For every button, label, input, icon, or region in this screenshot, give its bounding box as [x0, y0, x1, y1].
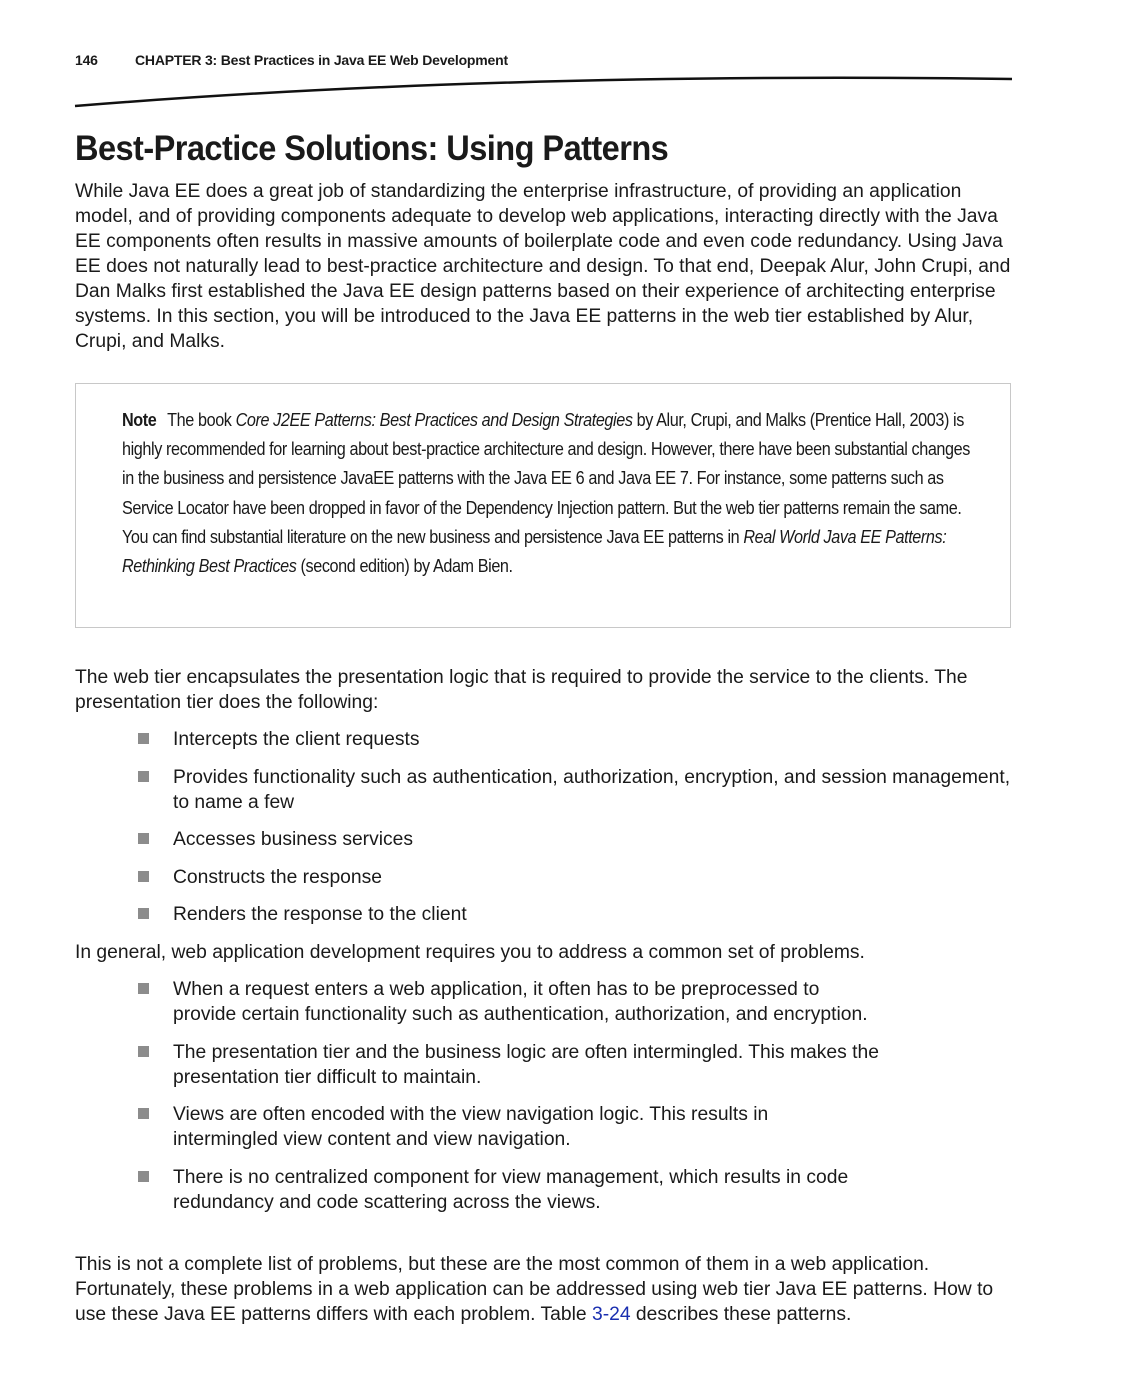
list-item: Provides functionality such as authentication, authorization, encryption, and session management, to name a few	[75, 765, 1020, 815]
square-bullet-icon	[138, 1171, 149, 1182]
problems-list	[75, 977, 1020, 1227]
square-bullet-icon	[138, 1108, 149, 1119]
web-tier-paragraph: The web tier encapsulates the presentation logic that is required to provide the service to the clients. The presentation tier does the following:	[75, 667, 968, 713]
intro-paragraph: While Java EE does a great job of standardizing the enterprise infrastructure, of providing an application model, and of providing components adequate to develop web applications, interacting directly with the Java EE components often results in massive amounts of boilerplate code and even code redundancy. Using Java EE does not naturally lead to best-practice architecture and design. To that end, Deepak Alur, John Crupi, and Dan Malks first established the Java EE design patterns based on their experience of architecting enterprise systems. In this section, you will be introduced to the Java EE patterns in the web tier established by Alur, Crupi, and Malks.	[75, 181, 1011, 352]
header-rule	[74, 72, 1016, 112]
square-bullet-icon	[138, 908, 149, 919]
problems-section	[75, 940, 1020, 965]
presentation-tier-list	[75, 727, 1020, 940]
web-tier-section	[75, 665, 1020, 715]
note-text	[122, 406, 972, 581]
closing-text-before: This is not a complete list of problems, but these are the most common of them in a web application. Fortunately, these problems in a web application can be addressed using web tier Java EE patterns. How to use these Java EE patterns differs with each problem. Table	[75, 1254, 994, 1325]
note-book-title-2: Real World Java EE Patterns: Rethinking Best Practices	[122, 526, 947, 577]
table-reference-link[interactable]: 3-24	[591, 1304, 631, 1325]
note-box	[75, 383, 1011, 628]
closing-text-after: describes these patterns.	[630, 1304, 852, 1325]
list-item: Views are often encoded with the view navigation logic. This results in intermingled view content and view navigation.	[75, 1102, 1020, 1152]
running-header	[75, 52, 508, 68]
list-item: Renders the response to the client	[75, 902, 1020, 927]
list-item: The presentation tier and the business logic are often intermingled. This makes the presentation tier difficult to maintain.	[75, 1040, 1020, 1090]
list-item: Intercepts the client requests	[75, 727, 1020, 752]
note-text-2: by Alur, Crupi, and Malks (Prentice Hall, 2003) is highly recommended for learning about best-practice architecture and design. However, there have been substantial changes in the business and persistence JavaEE patterns with the Java EE 6 and Java EE 7. For instance, some patterns such as Service Locator have been dropped in favor of the Dependency Injection pattern. But the web tier patterns remain the same. You can find substantial literature on the new business and persistence Java EE patterns in	[122, 410, 970, 547]
intro-section	[75, 179, 1020, 354]
square-bullet-icon	[138, 1046, 149, 1057]
note-text-1: The book	[167, 410, 236, 430]
square-bullet-icon	[138, 983, 149, 994]
list-item: Constructs the response	[75, 865, 1020, 890]
problems-paragraph: In general, web application development requires you to address a common set of problems.	[75, 942, 865, 963]
note-book-title-1: Core J2EE Patterns: Best Practices and Design Strategies	[235, 410, 633, 430]
square-bullet-icon	[138, 833, 149, 844]
square-bullet-icon	[138, 771, 149, 782]
closing-paragraph	[75, 1252, 1020, 1327]
list-item: There is no centralized component for view management, which results in code redundancy and code scattering across the views.	[75, 1165, 1020, 1215]
closing-section	[75, 1252, 1020, 1327]
square-bullet-icon	[138, 871, 149, 882]
note-label: Note	[122, 410, 157, 430]
note-text-3: (second edition) by Adam Bien.	[296, 556, 513, 577]
list-item: Accesses business services	[75, 827, 1020, 852]
square-bullet-icon	[138, 733, 149, 744]
chapter-title: CHAPTER 3: Best Practices in Java EE Web Development	[135, 52, 508, 68]
page-number: 146	[75, 52, 98, 68]
list-item: When a request enters a web application, it often has to be preprocessed to provide certain functionality such as authentication, authorization, and encryption.	[75, 977, 1020, 1027]
section-title: Best-Practice Solutions: Using Patterns	[75, 129, 669, 168]
